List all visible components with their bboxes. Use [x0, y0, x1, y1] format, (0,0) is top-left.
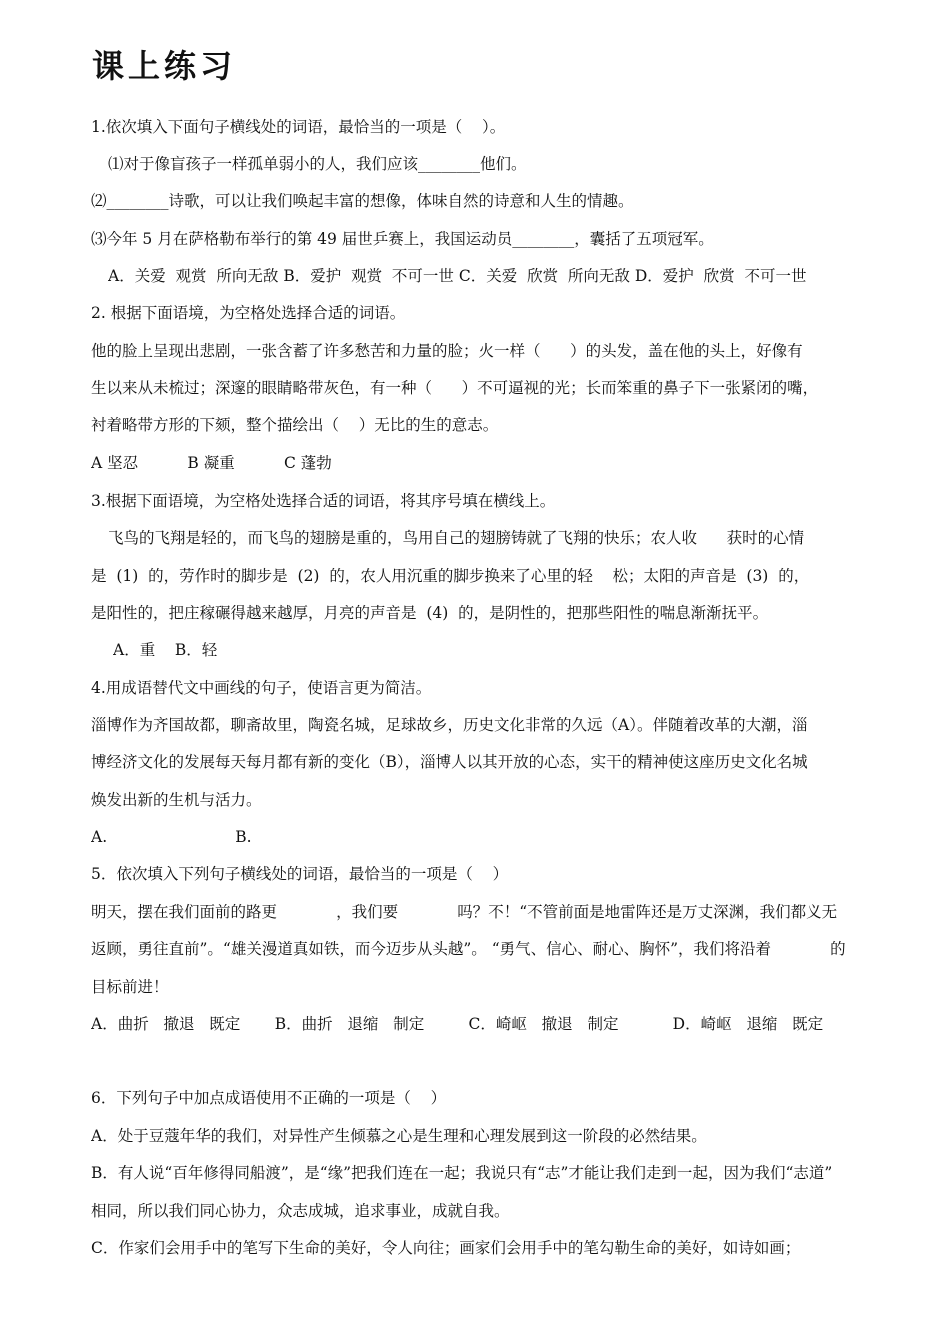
q4-answer-labels: A. B.: [91, 828, 252, 846]
q5-passage-line-1: 明天，摆在我们面前的路更 ，我们要 吗？不！“不管前面是地雷阵还是万丈深渊，我们都义无: [91, 903, 838, 921]
q5-options: A．曲折 撤退 既定 B．曲折 退缩 制定 C．崎岖 撤退 制定 D．崎岖 退缩 既定: [91, 1015, 824, 1033]
q6-stem: 6．下列句子中加点成语使用不正确的一项是（ ）: [91, 1089, 447, 1107]
q3-passage-line-2: 是 (1) 的，劳作时的脚步是 (2) 的，农人用沉重的脚步换来了心里的轻 松；太阳的声音是 (3) 的，: [91, 567, 810, 585]
q3-stem: 3.根据下面语境，为空格处选择合适的词语，将其序号填在横线上。: [91, 492, 556, 510]
q2-passage-line-1: 他的脸上呈现出悲剧，一张含蓄了许多愁苦和力量的脸；火一样（ ）的头发，盖在他的头上，好像有: [91, 342, 803, 360]
q1-sentence-1: ⑴对于像盲孩子一样孤单弱小的人，我们应该________他们。: [108, 155, 527, 173]
q2-passage-line-2: 生以来从未梳过；深邃的眼睛略带灰色，有一种（ ）不可逼视的光；长而笨重的鼻子下一张紧闭的嘴，: [91, 379, 819, 397]
q4-passage-line-1: 淄博作为齐国故都，聊斋故里，陶瓷名城，足球故乡，历史文化非常的久远（A）。伴随着改革的大潮，淄: [91, 716, 808, 734]
q6-option-c-line-1: C．作家们会用手中的笔写下生命的美好，令人向往；画家们会用手中的笔勾勒生命的美好，如诗如画；: [91, 1239, 801, 1257]
q2-stem: 2. 根据下面语境，为空格处选择合适的词语。: [91, 304, 406, 322]
q1-sentence-2: ⑵________诗歌，可以让我们唤起丰富的想像，体味自然的诗意和人生的情趣。: [91, 192, 634, 210]
q4-stem: 4.用成语替代文中画线的句子，使语言更为简洁。: [91, 679, 432, 697]
q2-options: A 坚忍 B 凝重 C 蓬勃: [91, 454, 332, 472]
q6-option-b-line-2: 相同，所以我们同心协力，众志成城，追求事业，成就自我。: [91, 1202, 510, 1220]
q5-passage-line-3: 目标前进！: [91, 978, 169, 996]
q5-passage-line-2: 返顾，勇往直前”。“雄关漫道真如铁，而今迈步从头越”。 “勇气、信心、耐心、胸怀”，我们将沿着 的: [91, 940, 846, 958]
q2-passage-line-3: 衬着略带方形的下颏，整个描绘出（ ）无比的生的意志。: [91, 416, 499, 434]
q1-stem: 1.依次填入下面句子横线处的词语，最恰当的一项是（ ）。: [91, 118, 506, 136]
q4-passage-line-3: 焕发出新的生机与活力。: [91, 791, 262, 809]
page-title: 课上练习: [92, 47, 237, 85]
q3-passage-line-3: 是阳性的，把庄稼碾得越来越厚，月亮的声音是 (4) 的，是阴性的，把那些阳性的喘息渐渐抚平。: [91, 604, 769, 622]
q3-passage-line-1: 飞鸟的飞翔是轻的，而飞鸟的翅膀是重的，鸟用自己的翅膀铸就了飞翔的快乐；农人收 获时的心情: [108, 529, 805, 547]
q1-options: A．关爱 观赏 所向无敌 B．爱护 观赏 不可一世 C．关爱 欣赏 所向无敌 D．爱护 欣赏 不可一世: [108, 267, 807, 285]
q4-passage-line-2: 博经济文化的发展每天每月都有新的变化（B），淄博人以其开放的心态，实干的精神使这座历史文化名城: [91, 753, 808, 771]
q6-option-b-line-1: B．有人说“百年修得同船渡”，是“缘”把我们连在一起；我说只有“志”才能让我们走到一起，因为我们“志道”: [91, 1164, 833, 1182]
q6-option-a: A．处于豆蔻年华的我们，对异性产生倾慕之心是生理和心理发展到这一阶段的必然结果。: [91, 1127, 707, 1145]
q5-stem: 5．依次填入下列句子横线处的词语，最恰当的一项是（ ）: [91, 865, 509, 883]
q1-sentence-3: ⑶今年 5 月在萨格勒布举行的第 49 届世乒赛上，我国运动员________，囊括了五项冠军。: [91, 230, 714, 248]
q3-options: A．重 B．轻: [113, 641, 218, 659]
